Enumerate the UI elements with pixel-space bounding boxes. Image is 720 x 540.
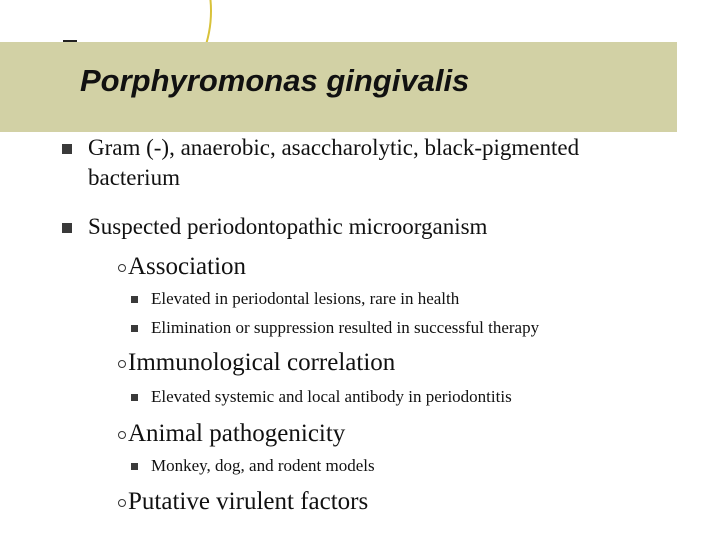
slide-title: Porphyromonas gingivalis bbox=[80, 63, 470, 98]
bullet-text: Suspected periodontopathic microorganism bbox=[88, 214, 488, 239]
bullet-text-continued: bacterium bbox=[88, 165, 180, 190]
ring-bullet-icon bbox=[118, 499, 126, 507]
decorative-tick bbox=[63, 40, 77, 42]
square-bullet-icon bbox=[131, 463, 138, 470]
ring-bullet-icon bbox=[118, 431, 126, 439]
bullet-text: Gram (-), anaerobic, asaccharolytic, black-pigmented bbox=[88, 135, 580, 160]
square-bullet-icon bbox=[131, 394, 138, 401]
section-heading: Animal pathogenicity bbox=[128, 420, 346, 447]
sub-item: Elevated systemic and local antibody in periodontitis bbox=[151, 387, 512, 406]
section-heading: Putative virulent factors bbox=[128, 488, 369, 515]
square-bullet-icon bbox=[131, 325, 138, 332]
square-bullet-icon bbox=[131, 296, 138, 303]
square-bullet-icon bbox=[62, 223, 72, 233]
sub-item: Elimination or suppression resulted in successful therapy bbox=[151, 318, 540, 337]
ring-bullet-icon bbox=[118, 264, 126, 272]
section-heading: Association bbox=[128, 253, 247, 280]
square-bullet-icon bbox=[62, 144, 72, 154]
ring-bullet-icon bbox=[118, 360, 126, 368]
sub-item: Elevated in periodontal lesions, rare in health bbox=[151, 289, 460, 308]
section-heading: Immunological correlation bbox=[128, 349, 396, 376]
sub-item: Monkey, dog, and rodent models bbox=[151, 456, 375, 475]
